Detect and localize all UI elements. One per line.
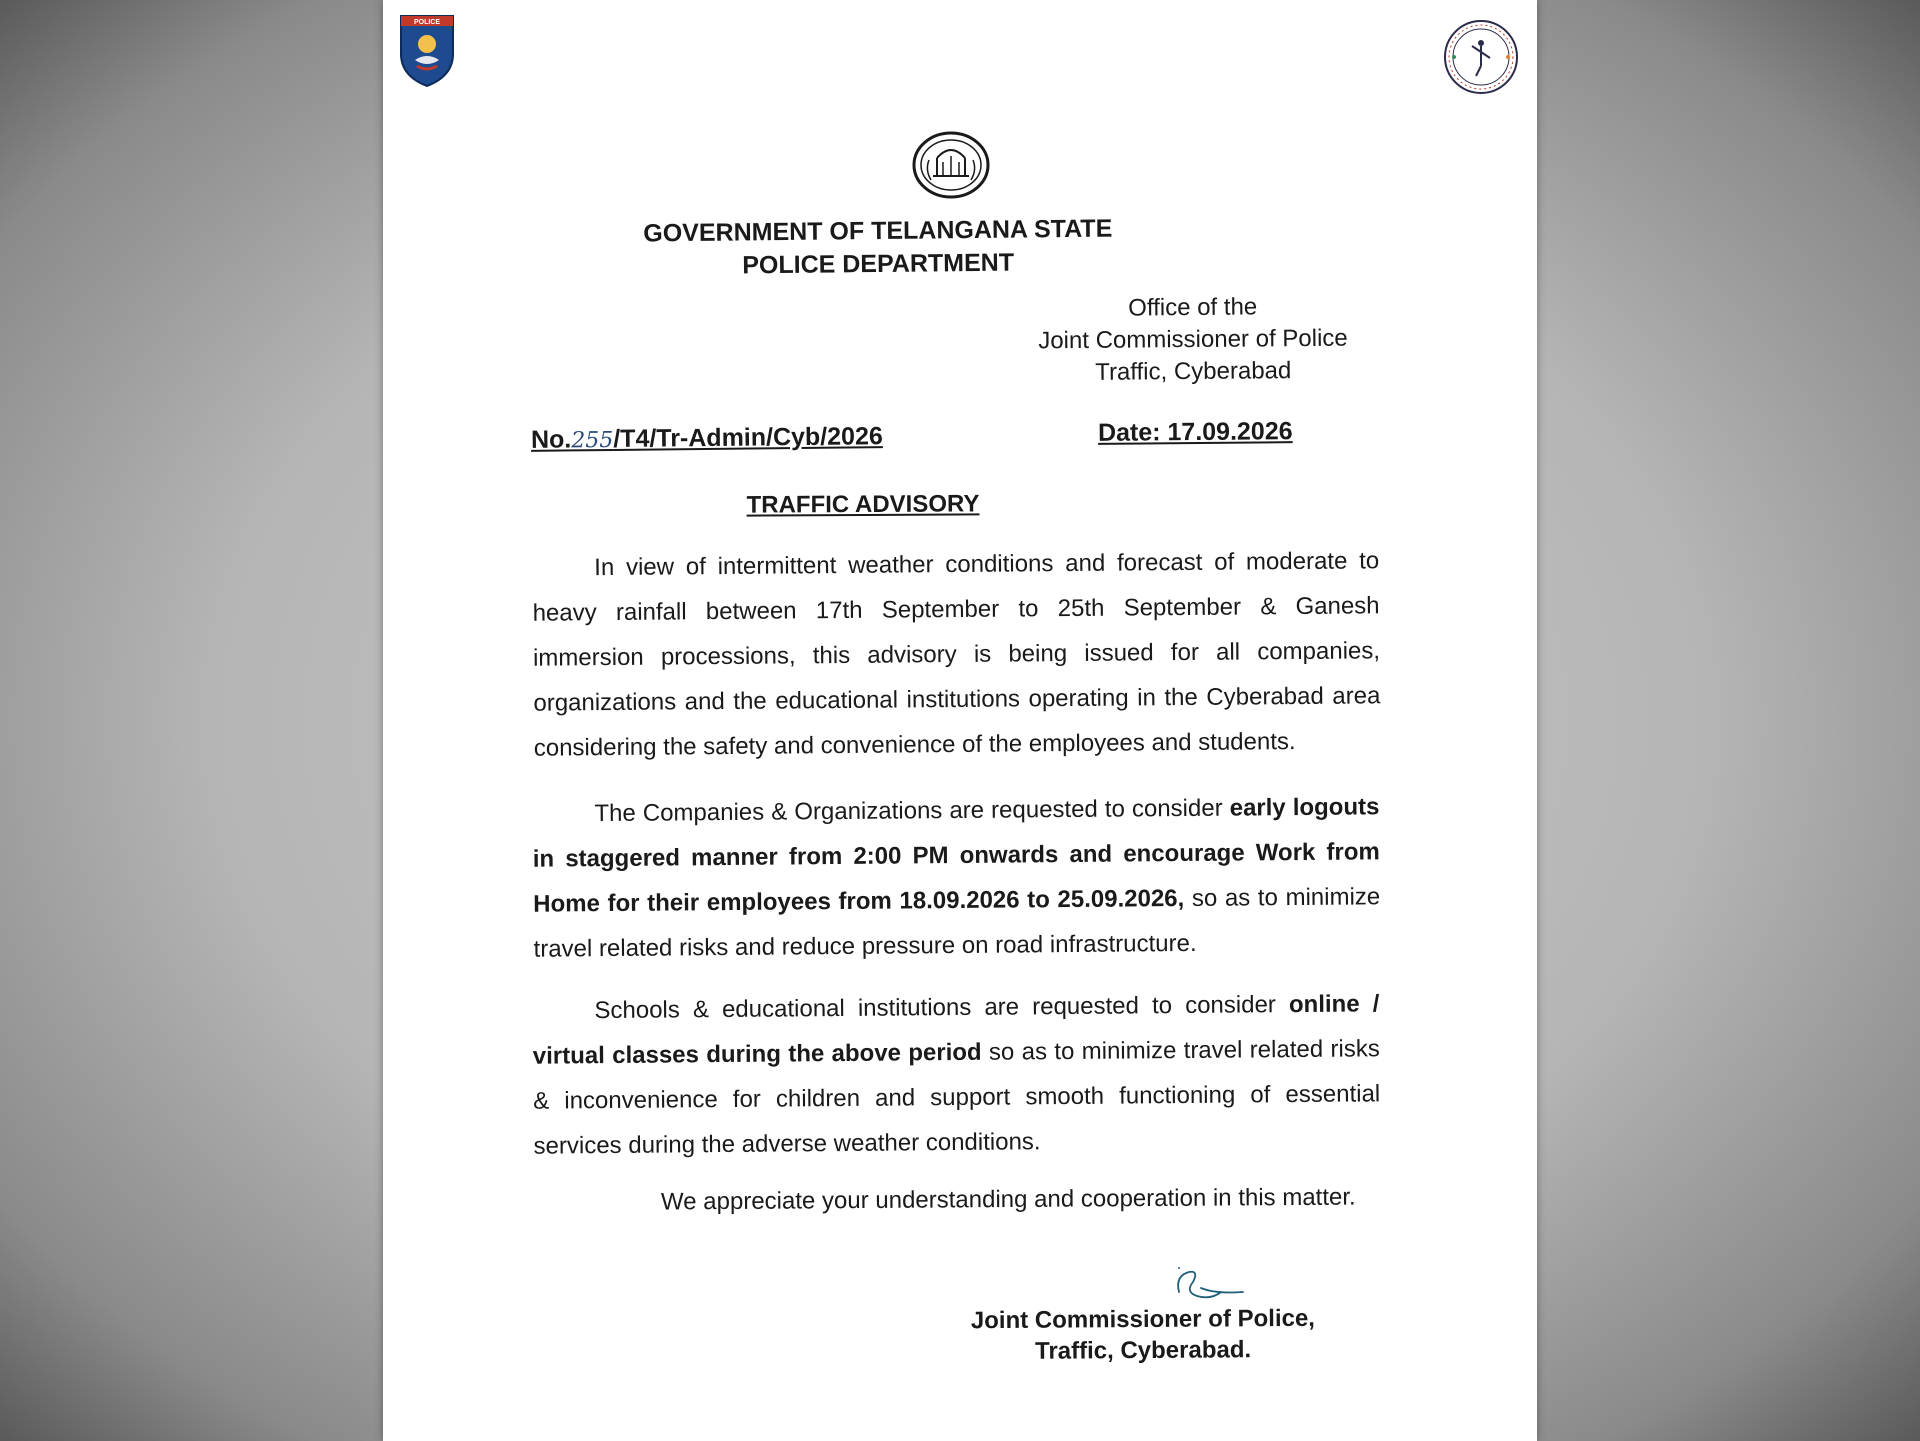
government-heading bbox=[633, 212, 1124, 283]
round-seal-logo-icon bbox=[1442, 18, 1520, 96]
gov-line-1: GOVERNMENT OF TELANGANA STATE bbox=[643, 214, 1113, 248]
document-page bbox=[383, 0, 1537, 1441]
ref-prefix: No. bbox=[530, 425, 572, 454]
signatory-line-2: Traffic, Cyberabad. bbox=[1034, 1336, 1252, 1365]
advisory-title: TRAFFIC ADVISORY bbox=[746, 490, 980, 519]
closing-line: We appreciate your understanding and cooperation in this matter. bbox=[660, 1183, 1356, 1216]
office-line-2: Joint Commissioner of Police bbox=[1038, 324, 1348, 355]
signatory-line-1: Joint Commissioner of Police, bbox=[970, 1304, 1316, 1335]
police-logo-text: POLICE bbox=[413, 19, 441, 26]
gov-line-2: POLICE DEPARTMENT bbox=[742, 248, 1015, 280]
p2-text-start: The Companies & Organizations are requested to consider bbox=[594, 794, 1230, 828]
ref-handwritten-number: 255 bbox=[571, 427, 614, 454]
paragraph-weather: In view of intermittent weather conditions and forecast of moderate to heavy rainfall between 17th September to 25th September & Ganesh immersion processions, this advisory is being issued for all companies, organizations and the educational institutions operating in the Cyberabad area considering the safety and convenience of the employees and students. bbox=[532, 547, 1381, 762]
office-line-1: Office of the bbox=[1128, 293, 1258, 322]
signatory-block bbox=[923, 1302, 1363, 1367]
document-date: Date: 17.09.2026 bbox=[1097, 417, 1293, 447]
p2-text-end: so as to minimize travel related risks and reduce pressure on road infrastructure. bbox=[533, 883, 1381, 963]
handwritten-signature bbox=[1171, 1262, 1247, 1306]
reference-number bbox=[531, 422, 883, 455]
police-shield-logo-icon bbox=[395, 8, 459, 88]
p3-bold-text: online / virtual classes during the above period bbox=[532, 990, 1380, 1070]
paragraph-schools bbox=[532, 981, 1381, 1168]
p3-text-end: so as to minimize travel related risks & inconvenience for children and support smooth functioning of essential services during the adverse weather conditions. bbox=[533, 1035, 1381, 1160]
ref-suffix: /T4/Tr-Admin/Cyb/2026 bbox=[613, 422, 883, 453]
office-address bbox=[1023, 291, 1364, 390]
p2-bold-text: early logouts in staggered manner from 2:00 PM onwards and encourage Work from Home for their employees from 18.09.2026 to 25.09.2026, bbox=[532, 793, 1380, 918]
office-line-3: Traffic, Cyberabad bbox=[1095, 357, 1292, 386]
paragraph-companies bbox=[532, 784, 1381, 971]
p3-text-start: Schools & educational institutions are requested to consider bbox=[594, 991, 1290, 1025]
state-emblem-icon bbox=[911, 130, 991, 200]
